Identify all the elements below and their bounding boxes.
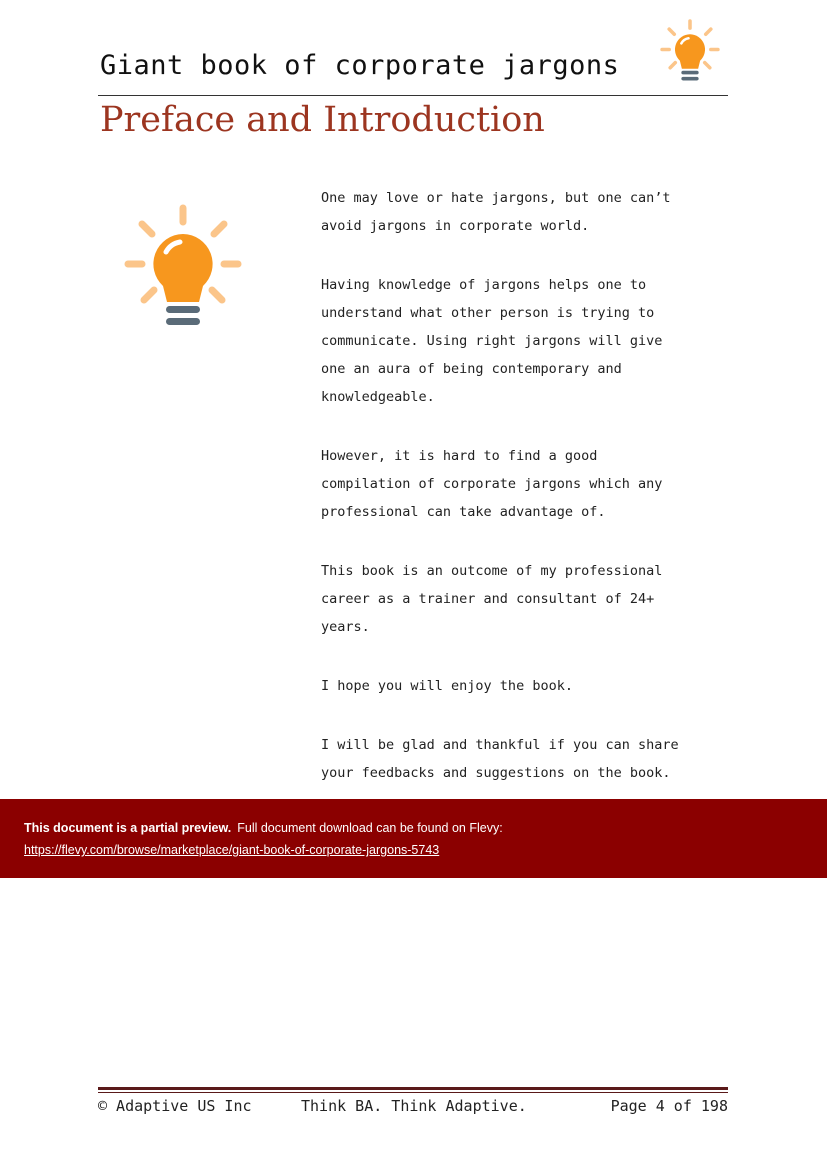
- footer-copyright: © Adaptive US Inc: [98, 1097, 252, 1115]
- preview-banner: [0, 799, 827, 878]
- paragraph: I will be glad and thankful if you can share your feedbacks and suggestions on the book.: [321, 737, 679, 781]
- flevy-link[interactable]: https://flevy.com/browse/marketplace/giant-book-of-corporate-jargons-5743: [24, 843, 440, 857]
- paragraph: One may love or hate jargons, but one can’t avoid jargons in corporate world.: [321, 190, 671, 234]
- section-heading: Preface and Introduction: [100, 100, 545, 140]
- footer-rule-thin: [98, 1092, 728, 1093]
- header-rule: [98, 95, 728, 96]
- body-text: [321, 184, 689, 818]
- banner-text: Full document download can be found on Flevy:: [237, 821, 503, 835]
- paragraph: Having knowledge of jargons helps one to understand what other person is trying to communicate. Using right jargons will give one an aura of being contemporary and knowledgeable.: [321, 277, 663, 405]
- banner-bold-text: This document is a partial preview.: [24, 821, 232, 835]
- paragraph: I hope you will enjoy the book.: [321, 678, 573, 694]
- lightbulb-icon: [122, 202, 244, 332]
- footer-rule: [98, 1087, 728, 1090]
- lightbulb-icon: [658, 18, 722, 84]
- page-number: Page 4 of 198: [610, 1097, 728, 1115]
- paragraph: However, it is hard to find a good compilation of corporate jargons which any professional can take advantage of.: [321, 448, 663, 520]
- footer-tagline: Think BA. Think Adaptive.: [301, 1097, 527, 1115]
- book-title: Giant book of corporate jargons: [100, 50, 620, 81]
- paragraph: This book is an outcome of my professional career as a trainer and consultant of 24+ years.: [321, 563, 663, 635]
